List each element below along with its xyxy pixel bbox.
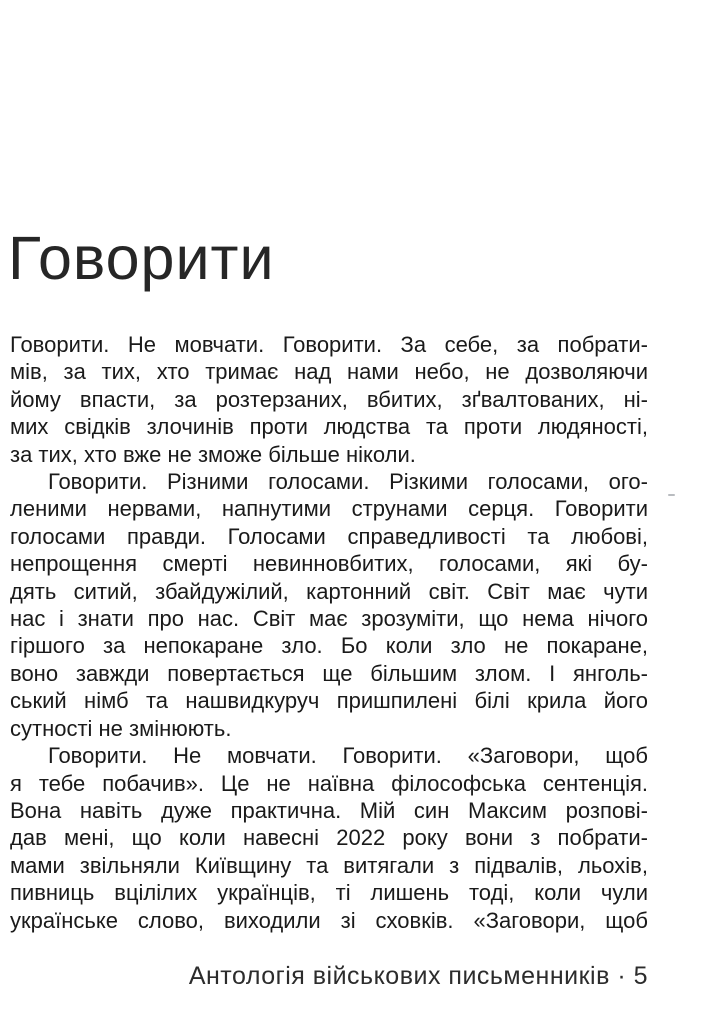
body-line: воно завжди повертається ще більшим злом. І янголь- [10,660,648,686]
body-line: дав мені, що коли навесні 2022 року вони з побрати- [10,825,648,851]
scan-artifact-mark [668,494,675,496]
body-line: сутності не змінюють. [10,715,232,741]
body-line: за тих, хто вже не зможе більше ніколи. [10,441,416,467]
body-line: ський німб та нашвидкуруч пришпилені білі крила його [10,688,648,714]
body-line: я тебе побачив». Це не наївна філософська сентенція. [10,770,648,796]
body-line: дять ситий, збайдужілий, картонний світ. Світ має чути [10,578,648,604]
body-line: леними нервами, напнутими струнами серця. Говорити [10,496,648,522]
body-line: Говорити. Не мовчати. Говорити. За себе, за побрати- [10,332,648,357]
body-line: голосами правди. Голосами справедливості та любові, [10,523,648,549]
body-text [10,331,648,934]
body-line: Вона навіть дуже практична. Мій син Максим розпові- [10,797,648,823]
body-line: Говорити. Не мовчати. Говорити. «Заговори, щоб [48,743,648,769]
body-line: непрощення смерті невинновбитих, голосами, які бу- [10,551,648,577]
body-line: йому впасти, за розтерзаних, вбитих, зґвалтованих, ні- [10,386,648,412]
body-line: українське слово, виходили зі сховків. «Заговори, щоб [10,907,648,933]
page-title: Говорити [8,224,275,292]
body-line: пивниць вцілілих українців, ті лишень тоді, коли чули [10,880,648,906]
body-line: мами звільняли Київщину та витягали з підвалів, льохів, [10,852,648,878]
page-footer: Антологія військових письменників · 5 [188,962,648,990]
body-line: Говорити. Різними голосами. Різкими голосами, ого- [48,469,648,495]
body-line: мів, за тих, хто тримає над нами небо, не дозволяючи [10,359,648,385]
body-line: нас і знати про нас. Світ має зрозуміти, що нема нічого [10,606,648,632]
body-line: гіршого за непокаране зло. Бо коли зло не покаране, [10,633,648,659]
body-line: мих свідків злочинів проти людства та проти людяності, [10,414,648,440]
